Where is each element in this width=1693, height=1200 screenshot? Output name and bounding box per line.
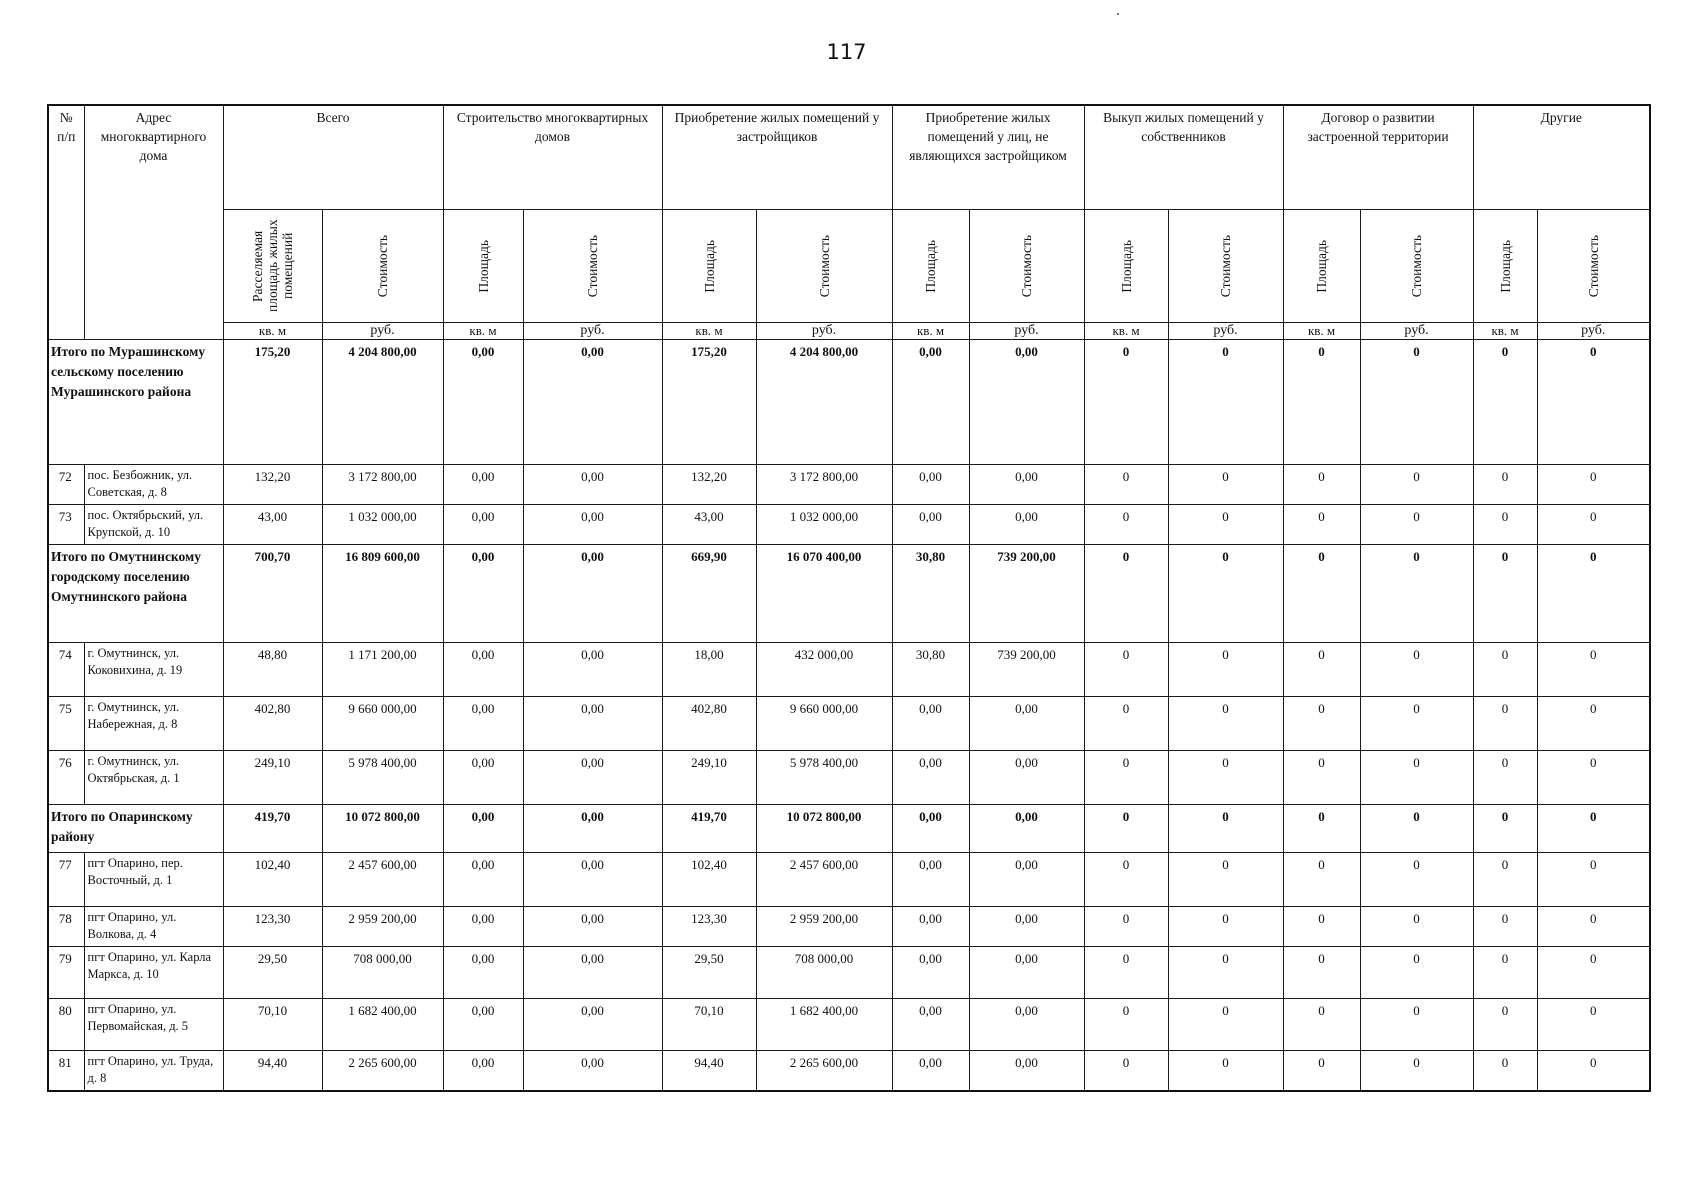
scan-speck (1117, 13, 1119, 15)
cell-purchase-non-developers-cost: 0,00 (969, 340, 1084, 465)
table-row (48, 853, 1650, 907)
subheader-label: Стоимость (1019, 234, 1035, 298)
cell-buyout-owners-area: 0 (1084, 1051, 1168, 1092)
cell-construction-cost: 0,00 (523, 751, 662, 805)
header-group-construction: Строительство многоквартирных домов (443, 105, 662, 210)
cell-construction-cost: 0,00 (523, 340, 662, 465)
cell-buyout-owners-cost: 0 (1168, 947, 1283, 999)
cell-purchase-developers-area: 132,20 (662, 465, 756, 505)
cell-total-cost: 1 032 000,00 (322, 505, 443, 545)
cell-other-cost: 0 (1537, 1051, 1650, 1092)
unit-buyout-owners-cost: руб. (1168, 323, 1283, 340)
subheader-purchase-non-developers-cost (969, 210, 1084, 323)
cell-development-agreement-cost: 0 (1360, 340, 1473, 465)
cell-purchase-developers-cost: 2 457 600,00 (756, 853, 892, 907)
cell-development-agreement-area: 0 (1283, 1051, 1360, 1092)
cell-total-area: 249,10 (223, 751, 322, 805)
unit-buyout-owners-area: кв. м (1084, 323, 1168, 340)
row-number: 81 (48, 1051, 84, 1092)
cell-purchase-developers-cost: 5 978 400,00 (756, 751, 892, 805)
row-number: 73 (48, 505, 84, 545)
row-address: пос. Октябрьский, ул. Крупской, д. 10 (84, 505, 223, 545)
header-col-no: № п/п (48, 105, 84, 340)
cell-other-area: 0 (1473, 1051, 1537, 1092)
cell-construction-area: 0,00 (443, 751, 523, 805)
cell-purchase-non-developers-area: 0,00 (892, 907, 969, 947)
cell-buyout-owners-area: 0 (1084, 643, 1168, 697)
total-row (48, 340, 1650, 465)
cell-development-agreement-cost: 0 (1360, 1051, 1473, 1092)
subheader-other-area (1473, 210, 1537, 323)
cell-development-agreement-area: 0 (1283, 505, 1360, 545)
cell-purchase-non-developers-area: 0,00 (892, 505, 969, 545)
cell-purchase-developers-cost: 10 072 800,00 (756, 805, 892, 853)
cell-development-agreement-area: 0 (1283, 805, 1360, 853)
subheader-other-cost (1537, 210, 1650, 323)
unit-construction-area: кв. м (443, 323, 523, 340)
row-number: 76 (48, 751, 84, 805)
unit-other-cost: руб. (1537, 323, 1650, 340)
subheader-buyout-owners-area (1084, 210, 1168, 323)
cell-purchase-non-developers-cost: 0,00 (969, 697, 1084, 751)
cell-development-agreement-cost: 0 (1360, 805, 1473, 853)
row-address: пгт Опарино, ул. Труда, д. 8 (84, 1051, 223, 1092)
cell-total-area: 43,00 (223, 505, 322, 545)
table-row (48, 1051, 1650, 1092)
unit-development-agreement-area: кв. м (1283, 323, 1360, 340)
cell-construction-cost: 0,00 (523, 545, 662, 643)
cell-total-area: 700,70 (223, 545, 322, 643)
cell-purchase-non-developers-cost: 739 200,00 (969, 545, 1084, 643)
cell-other-area: 0 (1473, 643, 1537, 697)
cell-other-cost: 0 (1537, 947, 1650, 999)
row-address: пгт Опарино, пер. Восточный, д. 1 (84, 853, 223, 907)
cell-purchase-non-developers-area: 30,80 (892, 643, 969, 697)
total-row (48, 805, 1650, 853)
cell-buyout-owners-cost: 0 (1168, 465, 1283, 505)
cell-development-agreement-cost: 0 (1360, 505, 1473, 545)
cell-other-area: 0 (1473, 465, 1537, 505)
unit-construction-cost: руб. (523, 323, 662, 340)
cell-construction-area: 0,00 (443, 465, 523, 505)
header-group-buyout-owners: Выкуп жилых помещений у собственников (1084, 105, 1283, 210)
subheader-label: Расселяемая площадь жилых помещений (250, 219, 295, 313)
cell-other-area: 0 (1473, 751, 1537, 805)
cell-development-agreement-cost: 0 (1360, 545, 1473, 643)
row-address: пгт Опарино, ул. Волкова, д. 4 (84, 907, 223, 947)
cell-other-area: 0 (1473, 947, 1537, 999)
total-label: Итого по Омутнинскому городскому поселению Омутнинского района (48, 545, 223, 643)
row-number: 77 (48, 853, 84, 907)
cell-total-area: 175,20 (223, 340, 322, 465)
subheader-label: Стоимость (375, 234, 390, 298)
cell-development-agreement-cost: 0 (1360, 999, 1473, 1051)
cell-construction-cost: 0,00 (523, 643, 662, 697)
cell-development-agreement-cost: 0 (1360, 751, 1473, 805)
cell-buyout-owners-area: 0 (1084, 751, 1168, 805)
cell-buyout-owners-area: 0 (1084, 697, 1168, 751)
cell-purchase-developers-area: 102,40 (662, 853, 756, 907)
header-row-groups (48, 105, 1650, 210)
subheader-label: Стоимость (1218, 234, 1234, 298)
cell-buyout-owners-area: 0 (1084, 947, 1168, 999)
cell-construction-area: 0,00 (443, 340, 523, 465)
cell-total-cost: 1 171 200,00 (322, 643, 443, 697)
cell-development-agreement-area: 0 (1283, 340, 1360, 465)
cell-construction-area: 0,00 (443, 1051, 523, 1092)
header-group-total: Всего (223, 105, 443, 210)
cell-buyout-owners-cost: 0 (1168, 999, 1283, 1051)
cell-buyout-owners-area: 0 (1084, 999, 1168, 1051)
cell-development-agreement-area: 0 (1283, 545, 1360, 643)
subheader-purchase-developers-cost (756, 210, 892, 323)
cell-other-cost: 0 (1537, 465, 1650, 505)
cell-purchase-developers-area: 123,30 (662, 907, 756, 947)
cell-purchase-non-developers-area: 0,00 (892, 947, 969, 999)
cell-buyout-owners-cost: 0 (1168, 805, 1283, 853)
cell-other-cost: 0 (1537, 505, 1650, 545)
cell-development-agreement-area: 0 (1283, 697, 1360, 751)
cell-purchase-non-developers-cost: 0,00 (969, 805, 1084, 853)
cell-total-area: 102,40 (223, 853, 322, 907)
total-label: Итого по Мурашинскому сельскому поселению Мурашинского района (48, 340, 223, 465)
cell-other-cost: 0 (1537, 340, 1650, 465)
cell-construction-area: 0,00 (443, 505, 523, 545)
cell-development-agreement-area: 0 (1283, 465, 1360, 505)
cell-purchase-non-developers-area: 0,00 (892, 999, 969, 1051)
cell-development-agreement-cost: 0 (1360, 947, 1473, 999)
cell-purchase-non-developers-cost: 0,00 (969, 853, 1084, 907)
header-group-purchase-developers: Приобретение жилых помещений у застройщиков (662, 105, 892, 210)
cell-other-cost: 0 (1537, 853, 1650, 907)
row-number: 78 (48, 907, 84, 947)
cell-purchase-developers-cost: 432 000,00 (756, 643, 892, 697)
cell-other-area: 0 (1473, 805, 1537, 853)
table-row (48, 465, 1650, 505)
cell-total-cost: 1 682 400,00 (322, 999, 443, 1051)
cell-purchase-non-developers-cost: 0,00 (969, 751, 1084, 805)
cell-development-agreement-area: 0 (1283, 643, 1360, 697)
total-label: Итого по Опаринскому району (48, 805, 223, 853)
cell-buyout-owners-cost: 0 (1168, 340, 1283, 465)
subheader-label: Стоимость (585, 234, 601, 298)
cell-construction-cost: 0,00 (523, 999, 662, 1051)
unit-purchase-developers-cost: руб. (756, 323, 892, 340)
cell-other-area: 0 (1473, 340, 1537, 465)
cell-purchase-non-developers-cost: 0,00 (969, 999, 1084, 1051)
row-number: 79 (48, 947, 84, 999)
cell-purchase-non-developers-area: 0,00 (892, 465, 969, 505)
cell-purchase-developers-area: 18,00 (662, 643, 756, 697)
cell-construction-cost: 0,00 (523, 1051, 662, 1092)
cell-construction-area: 0,00 (443, 643, 523, 697)
cell-other-cost: 0 (1537, 751, 1650, 805)
total-row (48, 545, 1650, 643)
cell-purchase-developers-cost: 9 660 000,00 (756, 697, 892, 751)
cell-other-area: 0 (1473, 697, 1537, 751)
cell-purchase-non-developers-area: 0,00 (892, 751, 969, 805)
cell-buyout-owners-cost: 0 (1168, 545, 1283, 643)
cell-other-area: 0 (1473, 853, 1537, 907)
cell-development-agreement-area: 0 (1283, 751, 1360, 805)
cell-construction-area: 0,00 (443, 907, 523, 947)
row-address: пос. Безбожник, ул. Советская, д. 8 (84, 465, 223, 505)
cell-construction-area: 0,00 (443, 947, 523, 999)
subheader-label: Площадь (701, 239, 717, 293)
cell-total-area: 48,80 (223, 643, 322, 697)
cell-purchase-developers-cost: 16 070 400,00 (756, 545, 892, 643)
cell-other-cost: 0 (1537, 805, 1650, 853)
cell-buyout-owners-cost: 0 (1168, 751, 1283, 805)
cell-purchase-developers-cost: 2 265 600,00 (756, 1051, 892, 1092)
cell-construction-cost: 0,00 (523, 805, 662, 853)
cell-purchase-developers-area: 94,40 (662, 1051, 756, 1092)
cell-other-area: 0 (1473, 545, 1537, 643)
table-row (48, 751, 1650, 805)
unit-development-agreement-cost: руб. (1360, 323, 1473, 340)
cell-purchase-developers-cost: 708 000,00 (756, 947, 892, 999)
cell-purchase-non-developers-area: 0,00 (892, 697, 969, 751)
subheader-label: Площадь (1497, 239, 1513, 293)
table-row (48, 999, 1650, 1051)
page-number: 117 (826, 40, 867, 64)
cell-buyout-owners-area: 0 (1084, 805, 1168, 853)
cell-development-agreement-area: 0 (1283, 947, 1360, 999)
cell-construction-area: 0,00 (443, 805, 523, 853)
cell-purchase-developers-area: 249,10 (662, 751, 756, 805)
cell-total-area: 94,40 (223, 1051, 322, 1092)
table-row (48, 697, 1650, 751)
cell-total-cost: 5 978 400,00 (322, 751, 443, 805)
header-group-other: Другие (1473, 105, 1650, 210)
cell-purchase-developers-cost: 2 959 200,00 (756, 907, 892, 947)
unit-purchase-non-developers-area: кв. м (892, 323, 969, 340)
cell-buyout-owners-cost: 0 (1168, 853, 1283, 907)
subheader-label: Стоимость (1585, 234, 1601, 298)
cell-purchase-non-developers-area: 0,00 (892, 1051, 969, 1092)
cell-total-area: 132,20 (223, 465, 322, 505)
cell-purchase-developers-area: 175,20 (662, 340, 756, 465)
cell-development-agreement-cost: 0 (1360, 853, 1473, 907)
row-number: 74 (48, 643, 84, 697)
cell-purchase-developers-area: 29,50 (662, 947, 756, 999)
cell-purchase-developers-area: 70,10 (662, 999, 756, 1051)
cell-total-area: 402,80 (223, 697, 322, 751)
row-address: г. Омутнинск, ул. Октябрьская, д. 1 (84, 751, 223, 805)
cell-construction-cost: 0,00 (523, 697, 662, 751)
cell-purchase-developers-area: 669,90 (662, 545, 756, 643)
cell-buyout-owners-cost: 0 (1168, 907, 1283, 947)
header-row-subcolumns (48, 210, 1650, 323)
cell-total-area: 419,70 (223, 805, 322, 853)
cell-other-area: 0 (1473, 505, 1537, 545)
subheader-purchase-developers-area (662, 210, 756, 323)
subheader-label: Площадь (1118, 239, 1134, 293)
cell-buyout-owners-area: 0 (1084, 907, 1168, 947)
subheader-label: Стоимость (816, 234, 832, 298)
cell-purchase-non-developers-area: 0,00 (892, 805, 969, 853)
cell-construction-cost: 0,00 (523, 853, 662, 907)
header-row-units (48, 323, 1650, 340)
cell-other-area: 0 (1473, 907, 1537, 947)
header-col-address: Адрес многоквартирного дома (84, 105, 223, 340)
cell-total-cost: 10 072 800,00 (322, 805, 443, 853)
cell-purchase-developers-cost: 1 682 400,00 (756, 999, 892, 1051)
cell-construction-cost: 0,00 (523, 505, 662, 545)
cell-total-cost: 708 000,00 (322, 947, 443, 999)
cell-purchase-non-developers-cost: 0,00 (969, 505, 1084, 545)
cell-other-cost: 0 (1537, 907, 1650, 947)
cell-buyout-owners-cost: 0 (1168, 697, 1283, 751)
cell-buyout-owners-cost: 0 (1168, 643, 1283, 697)
subheader-label: Площадь (1314, 239, 1330, 293)
cell-development-agreement-area: 0 (1283, 907, 1360, 947)
cell-purchase-non-developers-cost: 0,00 (969, 1051, 1084, 1092)
subheader-construction-area (443, 210, 523, 323)
cell-total-area: 29,50 (223, 947, 322, 999)
table-row (48, 947, 1650, 999)
cell-buyout-owners-area: 0 (1084, 853, 1168, 907)
row-address: г. Омутнинск, ул. Коковихина, д. 19 (84, 643, 223, 697)
cell-purchase-developers-cost: 4 204 800,00 (756, 340, 892, 465)
header-group-purchase-non-developers: Приобретение жилых помещений у лиц, не являющихся застройщиком (892, 105, 1084, 210)
unit-purchase-developers-area: кв. м (662, 323, 756, 340)
cell-buyout-owners-cost: 0 (1168, 1051, 1283, 1092)
cell-construction-cost: 0,00 (523, 947, 662, 999)
row-address: пгт Опарино, ул. Первомайская, д. 5 (84, 999, 223, 1051)
cell-construction-area: 0,00 (443, 999, 523, 1051)
cell-buyout-owners-area: 0 (1084, 465, 1168, 505)
subheader-development-agreement-cost (1360, 210, 1473, 323)
cell-construction-cost: 0,00 (523, 465, 662, 505)
cell-other-cost: 0 (1537, 545, 1650, 643)
unit-purchase-non-developers-cost: руб. (969, 323, 1084, 340)
table-row (48, 907, 1650, 947)
cell-buyout-owners-area: 0 (1084, 340, 1168, 465)
cell-purchase-developers-cost: 1 032 000,00 (756, 505, 892, 545)
subheader-label: Площадь (475, 239, 491, 293)
cell-total-cost: 2 959 200,00 (322, 907, 443, 947)
cell-purchase-non-developers-cost: 0,00 (969, 907, 1084, 947)
cell-development-agreement-area: 0 (1283, 853, 1360, 907)
cell-development-agreement-cost: 0 (1360, 643, 1473, 697)
cell-total-cost: 3 172 800,00 (322, 465, 443, 505)
cell-development-agreement-area: 0 (1283, 999, 1360, 1051)
subheader-construction-cost (523, 210, 662, 323)
cell-construction-area: 0,00 (443, 545, 523, 643)
table-row (48, 643, 1650, 697)
cell-purchase-developers-cost: 3 172 800,00 (756, 465, 892, 505)
cell-total-cost: 16 809 600,00 (322, 545, 443, 643)
subheader-purchase-non-developers-area (892, 210, 969, 323)
cell-other-area: 0 (1473, 999, 1537, 1051)
cell-total-cost: 9 660 000,00 (322, 697, 443, 751)
cell-purchase-non-developers-cost: 0,00 (969, 465, 1084, 505)
cell-purchase-developers-area: 402,80 (662, 697, 756, 751)
cell-total-area: 70,10 (223, 999, 322, 1051)
cell-buyout-owners-cost: 0 (1168, 505, 1283, 545)
subheader-buyout-owners-cost (1168, 210, 1283, 323)
header-group-development-agreement: Договор о развитии застроенной территории (1283, 105, 1473, 210)
table-row (48, 505, 1650, 545)
row-number: 75 (48, 697, 84, 751)
cell-purchase-non-developers-area: 0,00 (892, 340, 969, 465)
row-number: 80 (48, 999, 84, 1051)
subheader-total-area (223, 210, 322, 323)
cell-purchase-developers-area: 43,00 (662, 505, 756, 545)
cell-purchase-developers-area: 419,70 (662, 805, 756, 853)
row-number: 72 (48, 465, 84, 505)
row-address: пгт Опарино, ул. Карла Маркса, д. 10 (84, 947, 223, 999)
unit-other-area: кв. м (1473, 323, 1537, 340)
subheader-label: Стоимость (1409, 234, 1425, 298)
subheader-development-agreement-area (1283, 210, 1360, 323)
cell-other-cost: 0 (1537, 999, 1650, 1051)
cell-purchase-non-developers-area: 0,00 (892, 853, 969, 907)
unit-total-area: кв. м (223, 323, 322, 340)
cell-purchase-non-developers-cost: 0,00 (969, 947, 1084, 999)
cell-total-area: 123,30 (223, 907, 322, 947)
cell-buyout-owners-area: 0 (1084, 545, 1168, 643)
cell-purchase-non-developers-area: 30,80 (892, 545, 969, 643)
cell-total-cost: 4 204 800,00 (322, 340, 443, 465)
cell-construction-area: 0,00 (443, 697, 523, 751)
cell-buyout-owners-area: 0 (1084, 505, 1168, 545)
cell-total-cost: 2 265 600,00 (322, 1051, 443, 1092)
cell-purchase-non-developers-cost: 739 200,00 (969, 643, 1084, 697)
cell-other-cost: 0 (1537, 643, 1650, 697)
cell-total-cost: 2 457 600,00 (322, 853, 443, 907)
subheader-label: Площадь (923, 239, 939, 293)
cell-construction-cost: 0,00 (523, 907, 662, 947)
cell-development-agreement-cost: 0 (1360, 907, 1473, 947)
row-address: г. Омутнинск, ул. Набережная, д. 8 (84, 697, 223, 751)
cell-other-cost: 0 (1537, 697, 1650, 751)
unit-total-cost: руб. (322, 323, 443, 340)
cell-development-agreement-cost: 0 (1360, 697, 1473, 751)
subheader-total-cost (322, 210, 443, 323)
cell-development-agreement-cost: 0 (1360, 465, 1473, 505)
resettlement-table (47, 104, 1651, 1092)
cell-construction-area: 0,00 (443, 853, 523, 907)
